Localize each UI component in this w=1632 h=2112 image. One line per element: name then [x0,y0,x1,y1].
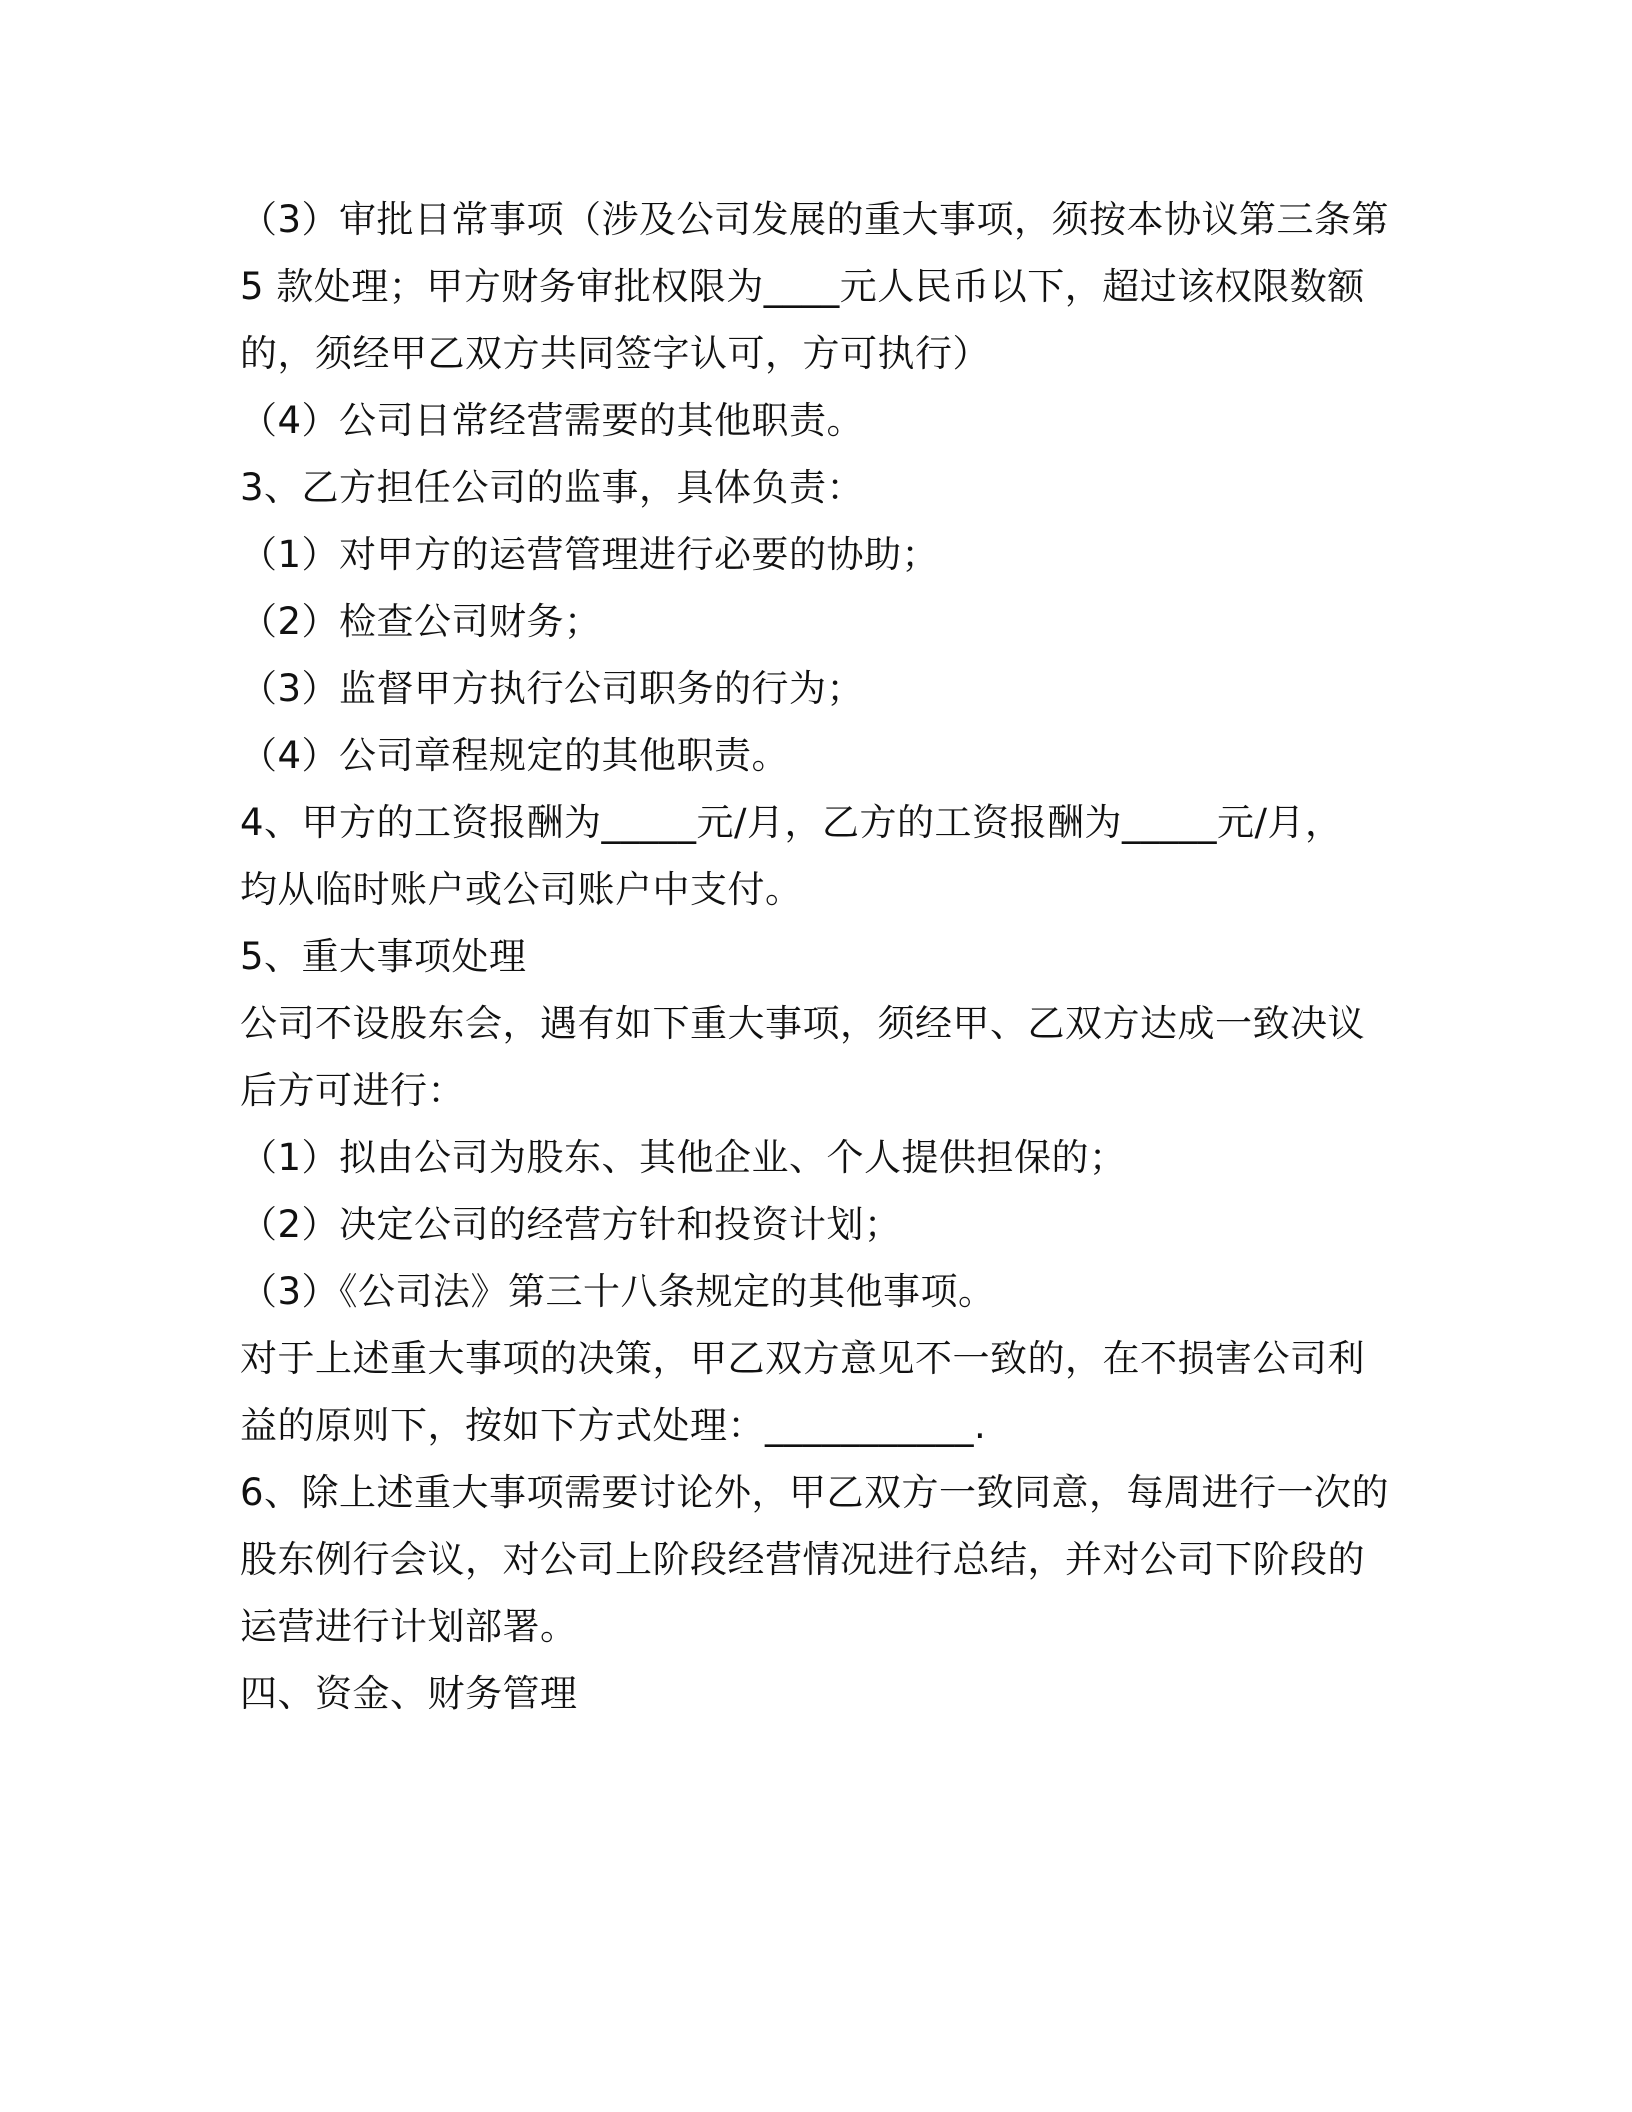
text-line: 5 款处理；甲方财务审批权限为____元人民币以下，超过该权限数额 [240,265,1365,308]
document-page [240,186,1390,1727]
text-line: （2）检查公司财务； [240,600,602,643]
text-line: （3）监督甲方执行公司职务的行为； [240,667,865,710]
text-line: （1）对甲方的运营管理进行必要的协助； [240,533,940,576]
text-line: 5、重大事项处理 [240,935,527,978]
text-line: 对于上述重大事项的决策，甲乙双方意见不一致的，在不损害公司利 [240,1337,1365,1380]
text-line: 运营进行计划部署。 [240,1605,578,1648]
text-line: （4）公司章程规定的其他职责。 [240,734,790,777]
text-line: 股东例行会议，对公司上阶段经营情况进行总结，并对公司下阶段的 [240,1538,1365,1581]
text-line: 3、乙方担任公司的监事，具体负责： [240,466,865,509]
text-line: （3）《公司法》第三十八条规定的其他事项。 [240,1270,996,1313]
text-line: 4、甲方的工资报酬为_____元/月，乙方的工资报酬为_____元/月， [240,801,1343,844]
text-line: （3）审批日常事项（涉及公司发展的重大事项，须按本协议第三条第 [240,198,1390,241]
text-line: 均从临时账户或公司账户中支付。 [240,868,803,911]
text-line: （4）公司日常经营需要的其他职责。 [240,399,865,442]
text-line: 6、除上述重大事项需要讨论外，甲乙双方一致同意，每周进行一次的 [240,1471,1390,1514]
text-line: 公司不设股东会，遇有如下重大事项，须经甲、乙双方达成一致决议 [240,1002,1365,1045]
text-line: 益的原则下，按如下方式处理：___________. [240,1404,987,1447]
text-line: 后方可进行： [240,1069,465,1112]
text-line: 的，须经甲乙双方共同签字认可，方可执行） [240,332,990,375]
text-line: （1）拟由公司为股东、其他企业、个人提供担保的； [240,1136,1127,1179]
text-line: 四、资金、财务管理 [240,1672,578,1715]
text-line: （2）决定公司的经营方针和投资计划； [240,1203,902,1246]
